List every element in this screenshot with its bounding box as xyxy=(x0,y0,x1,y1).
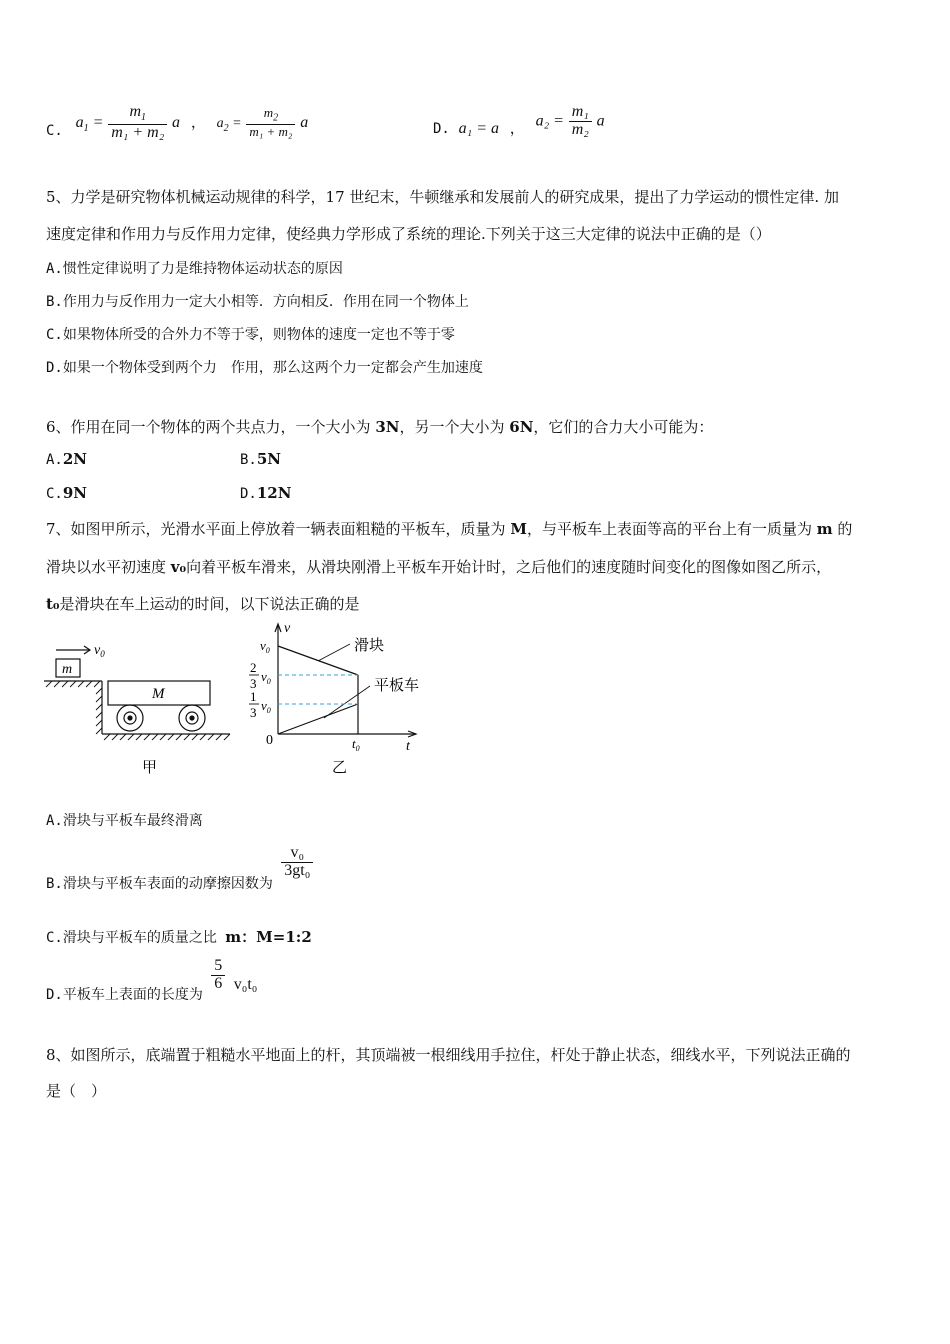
formula-sub: 2 xyxy=(223,122,229,134)
formula-text: a₂ = xyxy=(535,112,564,130)
stem-symbol: v₀ xyxy=(170,558,187,576)
label-v0: $v_0$ xyxy=(94,643,105,659)
fraction-numerator: 5 xyxy=(211,958,225,976)
stem-symbol: M xyxy=(510,520,527,538)
wheel-left-axle xyxy=(128,716,132,720)
wheel-right-axle xyxy=(190,716,194,720)
fraction-denominator: m₁ + m₂ xyxy=(249,124,293,140)
q8-stem-line2: 是（ ） xyxy=(46,1082,107,1100)
tick-one-third-v0: $v_0$ xyxy=(261,698,271,715)
stem-text: 7、如图甲所示，光滑水平面上停放着一辆表面粗糙的平板车，质量为 xyxy=(46,520,511,538)
label-slider: 滑块 xyxy=(354,638,385,654)
q7-option-b xyxy=(46,844,313,893)
option-value: 5N xyxy=(256,450,282,468)
figure-jia xyxy=(40,630,240,780)
stem-value: 3N xyxy=(375,418,400,436)
option-text: B.滑块与平板车表面的动摩擦因数为 xyxy=(46,876,273,893)
option-label: D. xyxy=(240,486,257,502)
fraction-numerator: v₀ xyxy=(281,845,313,863)
stem-text: ，它们的合力大小可能为： xyxy=(533,418,714,436)
figure-yi xyxy=(240,618,440,780)
fraction xyxy=(211,958,225,993)
option-value: 9N xyxy=(62,484,88,502)
q4-option-c: C. $a_1$ = $\frac{m_1}{\text{m₁ + m₂}}$ a ， $a_2$ = $\frac{m_2}{\text{m₁ + m₂}}$ a xyxy=(46,103,309,141)
stem-symbol: m xyxy=(816,520,833,538)
option-text: D.平板车上表面的长度为 xyxy=(46,987,203,1004)
separator: ， xyxy=(509,119,525,138)
q8-stem-line1: 8、如图所示，底端置于粗糙水平地面上的杆，其顶端被一根细线用手拉住，杆处于静止状态，细线水平，下列说法正确的 xyxy=(46,1046,851,1064)
separator: ， xyxy=(190,112,206,131)
q6-stem xyxy=(46,416,713,437)
formula-text: a xyxy=(596,112,605,130)
formula-text: a₁ = a xyxy=(458,120,499,138)
stem-text: ，与平板车上表面等高的平台上有一质量为 xyxy=(526,520,817,538)
q5-option-d: D.如果一个物体受到两个力 作用，那么这两个力一定都会产生加速度 xyxy=(46,360,483,376)
fraction-denominator: 6 xyxy=(214,974,223,992)
stem-value: 6N xyxy=(509,418,534,436)
tick-v0: $v_0$ xyxy=(260,638,270,655)
label-cart: 平板车 xyxy=(374,678,420,694)
label-m: m xyxy=(62,662,73,677)
formula-text: a xyxy=(300,113,309,131)
option-value: m：M=1:2 xyxy=(225,928,312,946)
formula-text: a xyxy=(172,113,181,131)
stem-text: 的 xyxy=(832,520,853,538)
q7-option-a: A.滑块与平板车最终滑离 xyxy=(46,813,203,829)
label-M: M xyxy=(152,686,165,702)
tick-t0: $t_0$ xyxy=(352,736,360,753)
leader-slider xyxy=(318,644,350,661)
option-value: 12N xyxy=(256,484,292,502)
caption-jia: 甲 xyxy=(142,760,158,776)
tick-two-thirds-v0: $v_0$ xyxy=(261,669,271,686)
fraction xyxy=(569,104,592,139)
fraction-denominator: m₁ + m₂ xyxy=(111,123,165,141)
tick-two-thirds-den: 3 xyxy=(250,676,257,691)
formula-sub: 1 xyxy=(141,112,147,124)
fraction-denominator: m₂ xyxy=(571,120,589,138)
option-label: C. xyxy=(46,122,63,139)
formula-text: a xyxy=(75,113,84,131)
fraction xyxy=(281,845,313,880)
q6-option-c xyxy=(46,484,87,502)
q6-option-a xyxy=(46,450,87,468)
option-label: C. xyxy=(46,486,63,502)
cart-line xyxy=(278,704,358,734)
axis-label-v: v xyxy=(284,621,291,636)
option-value: 2N xyxy=(62,450,88,468)
q5-option-b: B.作用力与反作用力一定大小相等．方向相反．作用在同一个物体上 xyxy=(46,294,469,310)
q7-stem-line1 xyxy=(46,518,852,539)
q7-option-c xyxy=(46,926,312,947)
tick-two-thirds-num: 2 xyxy=(250,660,257,675)
stem-text: 是滑块在车上运动的时间，以下说法正确的是 xyxy=(59,595,360,613)
formula-sub: 1 xyxy=(83,122,89,134)
formula-text: v₀t₀ xyxy=(233,976,258,994)
q6-option-b xyxy=(240,450,281,468)
q7-stem-line3 xyxy=(46,593,360,614)
fraction-denominator: 3gt₀ xyxy=(284,861,311,879)
option-label: A. xyxy=(46,452,63,468)
stem-text: 6、作用在同一个物体的两个共点力，一个大小为 xyxy=(46,418,376,436)
fraction-numerator: m xyxy=(129,103,142,120)
option-text: C.滑块与平板车的质量之比 xyxy=(46,930,226,946)
q5-stem-line2: 速度定律和作用力与反作用力定律，使经典力学形成了系统的理论.下列关于这三大定律的说法中正确的是（） xyxy=(46,225,771,243)
formula-sub: 2 xyxy=(273,112,279,124)
tick-one-third-den: 3 xyxy=(250,705,257,720)
fraction-numerator: m₁ xyxy=(569,104,592,122)
stem-text: ，另一个大小为 xyxy=(399,418,510,436)
q7-stem-line2 xyxy=(46,556,831,577)
q4-option-d xyxy=(433,104,605,139)
origin-label: 0 xyxy=(266,733,273,748)
stem-text: 滑块以水平初速度 xyxy=(46,558,171,576)
fraction xyxy=(108,104,167,141)
tick-one-third-num: 1 xyxy=(250,689,257,704)
stem-symbol: t₀ xyxy=(46,595,60,613)
caption-yi: 乙 xyxy=(332,760,348,776)
formula-text: a xyxy=(216,115,224,131)
fraction-numerator: m xyxy=(263,105,274,121)
q6-option-d xyxy=(240,484,291,502)
q5-option-c: C.如果物体所受的合外力不等于零，则物体的速度一定也不等于零 xyxy=(46,327,455,343)
q7-option-d xyxy=(46,957,258,1004)
q5-option-a: A.惯性定律说明了力是维持物体运动状态的原因 xyxy=(46,261,343,277)
option-label: D. xyxy=(433,121,450,138)
q5-stem-line1: 5、力学是研究物体机械运动规律的科学，17 世纪末，牛顿继承和发展前人的研究成果，提出了力学运动的惯性定律. 加 xyxy=(46,188,839,206)
leader-cart xyxy=(324,686,370,718)
fraction xyxy=(246,106,295,139)
stem-text: 向着平板车滑来，从滑块刚滑上平板车开始计时，之后他们的速度随时间变化的图像如图乙所示， xyxy=(186,558,832,576)
axis-label-t: t xyxy=(406,739,410,754)
option-label: B. xyxy=(240,452,257,468)
